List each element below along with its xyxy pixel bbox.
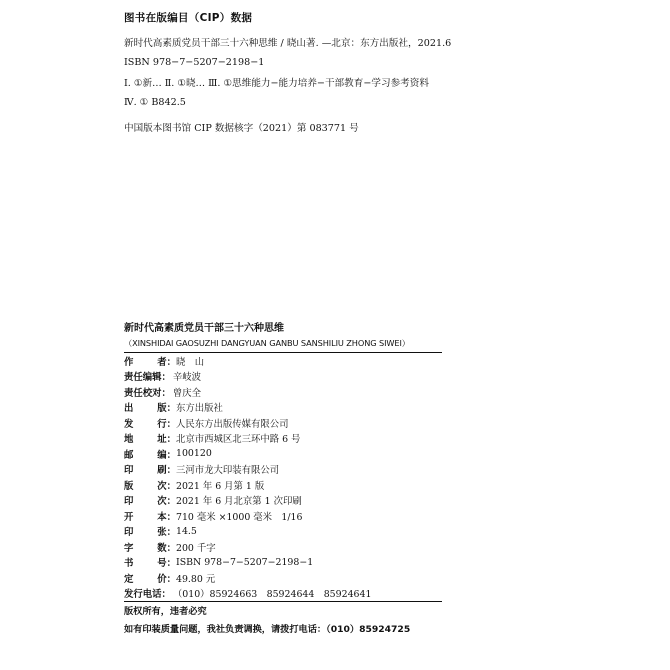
copyright-notice: 版权所有，违者必究 — [124, 606, 207, 617]
colophon-label — [124, 571, 176, 585]
colophon-value: 14.5 — [176, 525, 197, 537]
colophon-value: 2021 年 6 月第 1 版 — [176, 480, 265, 492]
colophon-label — [124, 524, 176, 538]
colophon-value: 710 毫米 ×1000 毫米 1/16 — [176, 511, 303, 523]
colophon-rows — [124, 353, 442, 601]
cip-number: 中国版本图书馆 CIP 数据核字（2021）第 083771 号 — [124, 123, 359, 134]
colophon-label-first: 开 — [124, 511, 134, 523]
colophon-label-last: 编： — [157, 449, 176, 461]
colophon-label-first: 邮 — [124, 449, 134, 461]
colophon-label-first: 字 — [124, 542, 134, 554]
colophon-label-last: 张： — [157, 527, 176, 539]
bottom-rule — [124, 601, 442, 602]
colophon-label: 责任校对： — [124, 387, 171, 399]
colophon-label — [124, 478, 176, 492]
colophon-label-first: 印 — [124, 465, 134, 477]
colophon-value: 晓 山 — [176, 356, 205, 368]
colophon-label-first: 印 — [124, 527, 134, 539]
colophon-row — [124, 384, 442, 400]
colophon-row — [124, 570, 442, 586]
colophon-label-first: 作 — [124, 356, 134, 368]
colophon-value: 北京市西城区北三环中路 6 号 — [176, 434, 301, 446]
colophon-label — [124, 400, 176, 414]
colophon-label-last: 号： — [157, 558, 176, 570]
colophon-value: 人民东方出版传媒有限公司 — [176, 418, 289, 430]
colophon-label-last: 次： — [157, 496, 176, 508]
colophon-row — [124, 415, 442, 431]
colophon-label: 责任编辑： — [124, 372, 171, 384]
colophon-label — [124, 416, 176, 430]
colophon-row — [124, 353, 442, 369]
colophon-value: 2021 年 6 月北京第 1 次印刷 — [176, 496, 302, 508]
colophon-label-last: 者： — [157, 356, 176, 368]
colophon-row — [124, 555, 442, 571]
cip-block — [124, 10, 544, 135]
colophon-row — [124, 431, 442, 447]
colophon-value: 200 千字 — [176, 542, 216, 554]
colophon-label-first: 地 — [124, 434, 134, 446]
colophon-label-last: 本： — [157, 511, 176, 523]
quality-notice: 如有印装质量问题，我社负责调换，请拨打电话：（010）85924725 — [124, 624, 411, 635]
book-pinyin-title: （XINSHIDAI GAOSUZHI DANGYUAN GANBU SANSHILIU ZHONG SIWEI） — [124, 338, 410, 348]
colophon-value: 49.80 元 — [176, 573, 216, 585]
colophon-value: 曾庆全 — [172, 387, 202, 399]
colophon-row — [124, 508, 442, 524]
cip-title: 图书在版编目（CIP）数据 — [124, 12, 253, 24]
colophon-label — [124, 493, 176, 507]
colophon-label — [124, 354, 176, 368]
colophon-value: 东方出版社 — [176, 403, 223, 415]
colophon-label — [124, 431, 176, 445]
colophon-label — [124, 462, 176, 476]
colophon-label-last: 址： — [157, 434, 176, 446]
cip-subjects: Ⅰ. ①新… Ⅱ. ①晓… Ⅲ. ①思维能力−能力培养−干部教育−学习参考资料 — [124, 78, 429, 89]
colophon-row — [124, 539, 442, 555]
colophon — [124, 322, 442, 636]
colophon-label-first: 定 — [124, 573, 134, 585]
colophon-label-last: 次： — [157, 480, 176, 492]
cip-isbn: ISBN 978−7−5207−2198−1 — [124, 57, 265, 68]
cip-record: 新时代高素质党员干部三十六种思维 / 晓山著. —北京：东方出版社，2021.6 — [124, 38, 452, 49]
cip-classification: Ⅳ. ① B842.5 — [124, 97, 186, 108]
colophon-row — [124, 400, 442, 416]
colophon-label-last: 刷： — [157, 465, 176, 477]
colophon-row — [124, 369, 442, 385]
colophon-value: 100120 — [176, 448, 212, 460]
colophon-label-last: 版： — [157, 403, 176, 415]
colophon-label-first: 发 — [124, 418, 134, 430]
colophon-label-first: 出 — [124, 403, 134, 415]
colophon-label-last: 行： — [157, 418, 176, 430]
colophon-label-first: 印 — [124, 496, 134, 508]
colophon-label — [124, 555, 176, 569]
colophon-value: 三河市龙大印装有限公司 — [176, 465, 280, 477]
colophon-value: ISBN 978−7−5207−2198−1 — [176, 556, 314, 568]
colophon-label — [124, 509, 176, 523]
colophon-label-first: 版 — [124, 480, 134, 492]
colophon-row — [124, 493, 442, 509]
colophon-label — [124, 447, 176, 461]
colophon-label-last: 价： — [157, 573, 176, 585]
colophon-label: 发行电话： — [124, 589, 171, 601]
colophon-row — [124, 586, 442, 602]
colophon-row — [124, 477, 442, 493]
colophon-label-first: 书 — [124, 558, 134, 570]
colophon-value: （010）85924663 85924644 85924641 — [172, 589, 372, 601]
colophon-row — [124, 446, 442, 462]
colophon-row — [124, 524, 442, 540]
colophon-row — [124, 462, 442, 478]
colophon-label-last: 数： — [157, 542, 176, 554]
colophon-label — [124, 540, 176, 554]
book-title: 新时代高素质党员干部三十六种思维 — [124, 323, 284, 334]
colophon-value: 辛岐波 — [172, 372, 202, 384]
